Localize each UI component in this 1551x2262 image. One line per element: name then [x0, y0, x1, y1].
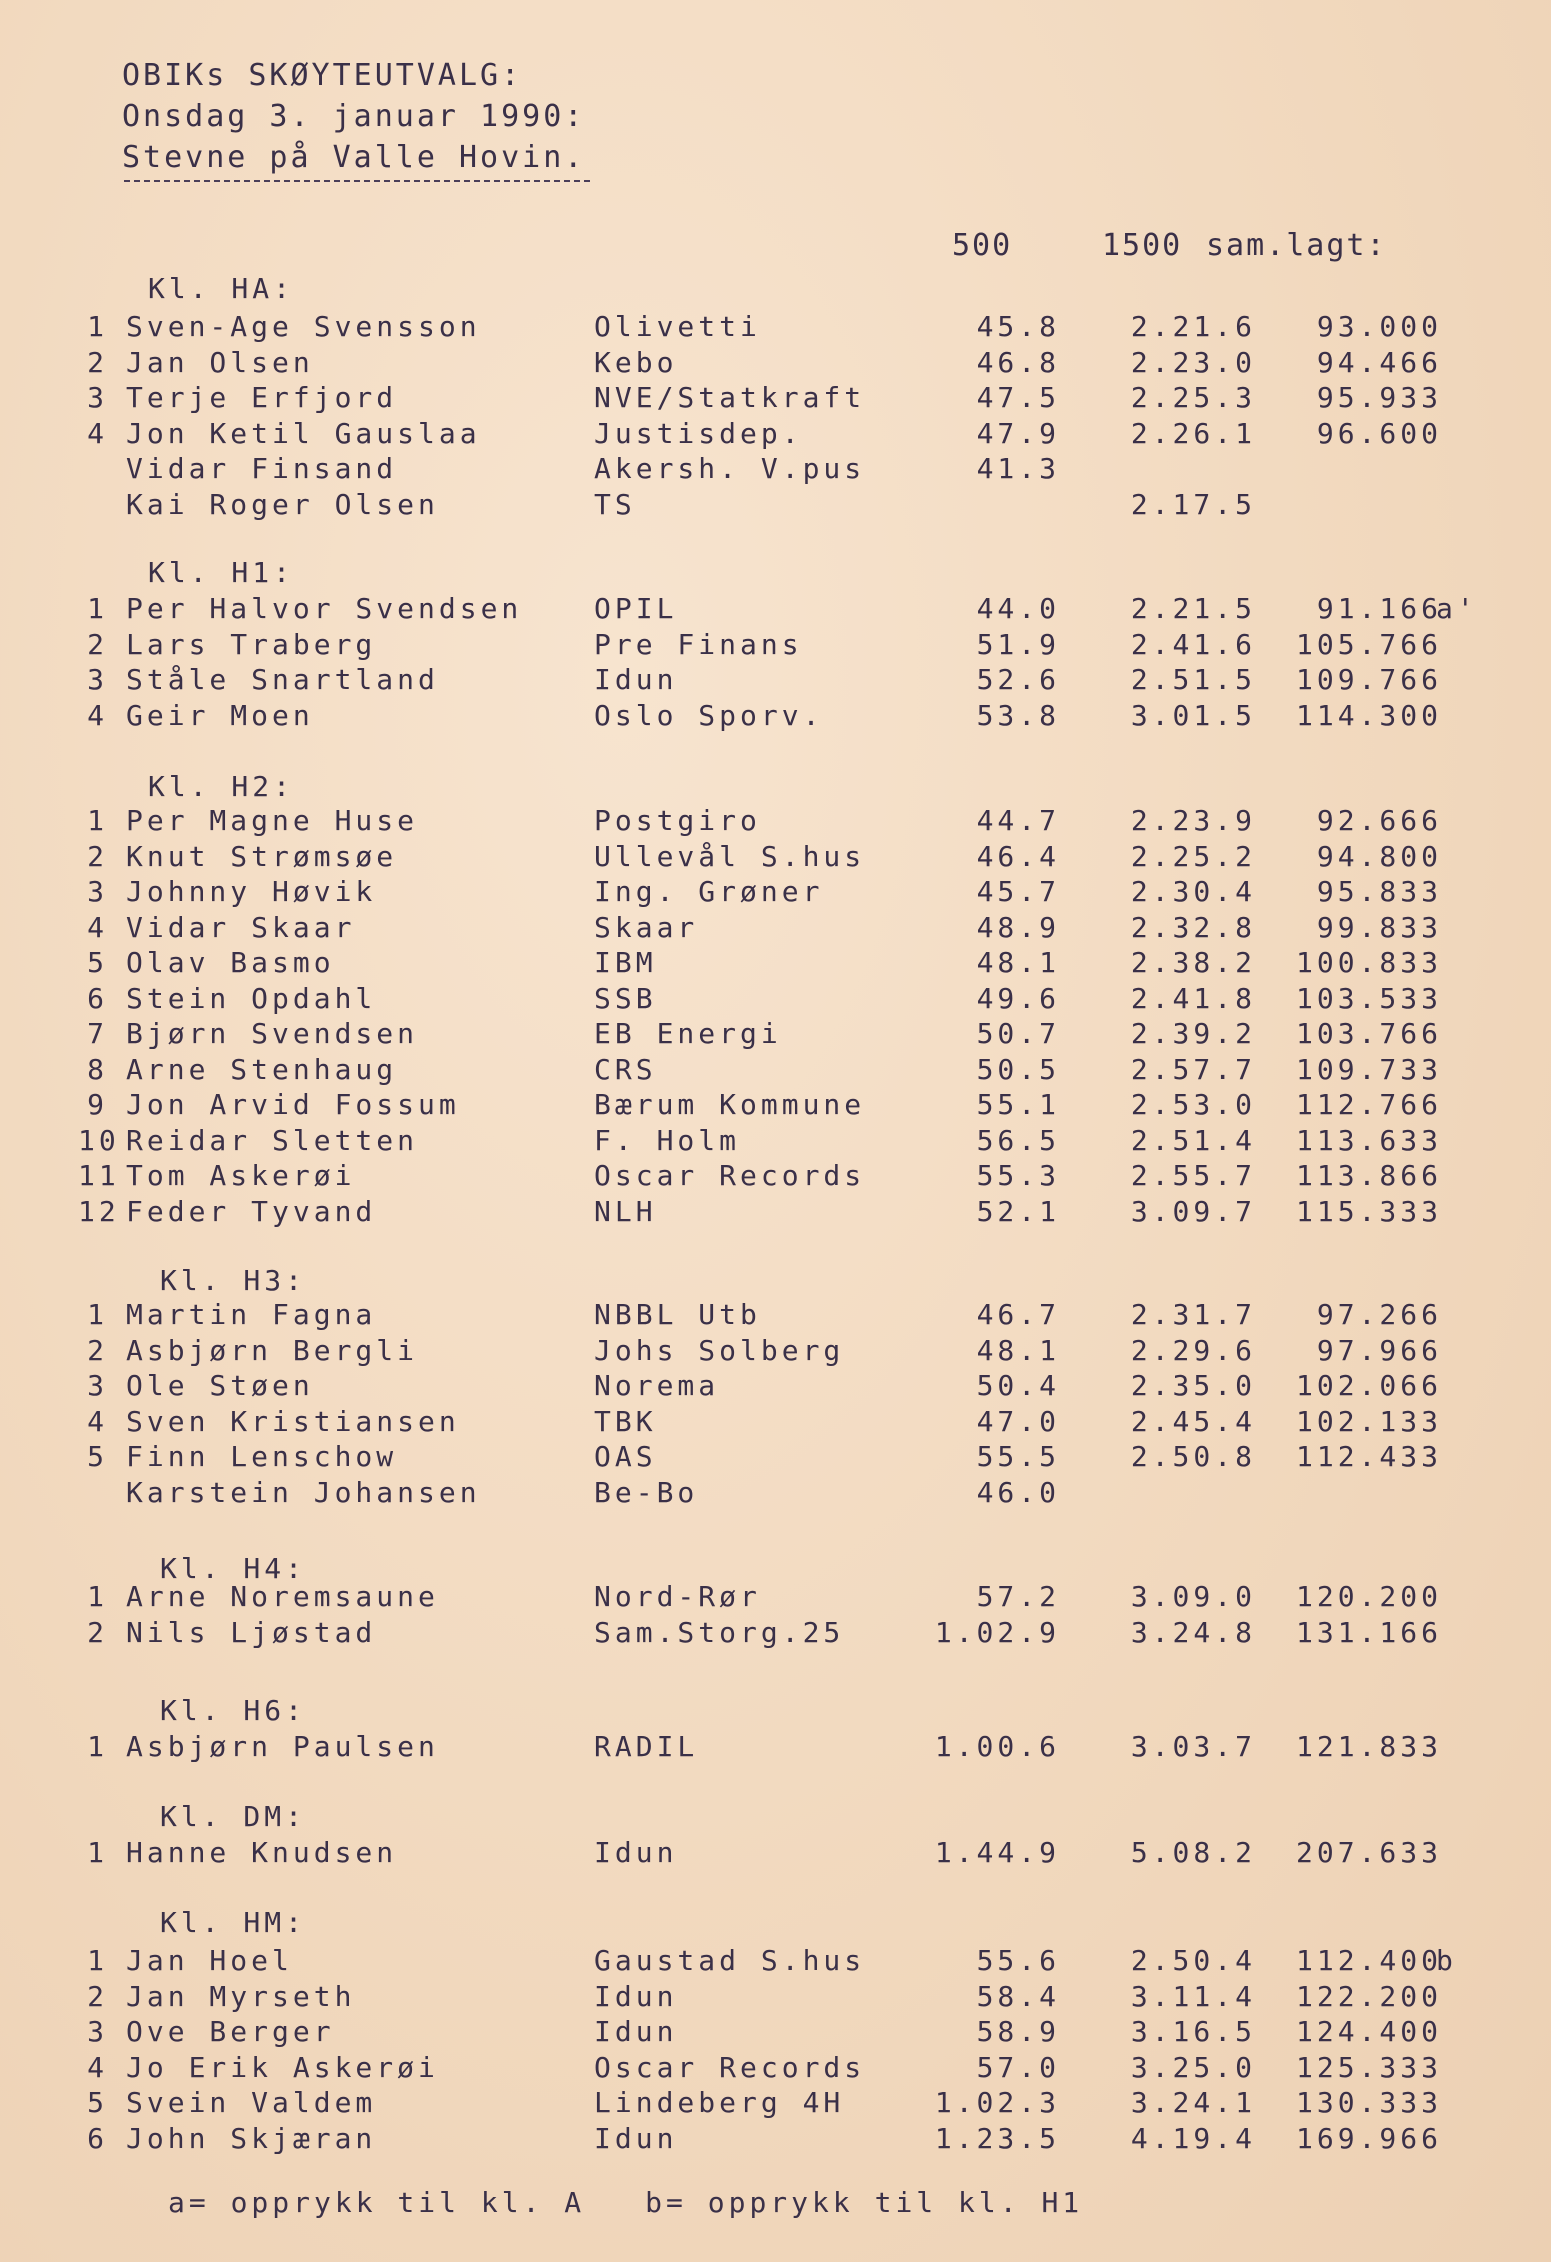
time-500-cell: 46.7 [976, 1298, 1060, 1331]
sam-lagt-cell: 97.966 [1316, 1333, 1442, 1367]
result-row [0, 1298, 1551, 1334]
time-1500-cell: 2.41.8 [1130, 981, 1256, 1015]
result-row [0, 1440, 1551, 1476]
club-cell: RADIL [594, 1730, 699, 1763]
column-header-sam: sam.lagt: [1206, 228, 1387, 263]
result-row [0, 1405, 1551, 1441]
sam-lagt-cell: 99.833 [1316, 910, 1442, 944]
club-cell: Ing. Grøner [594, 875, 824, 908]
header-line-3: Stevne på Valle Hovin. [122, 140, 586, 175]
place-cell: 1 [87, 804, 108, 837]
time-500-cell: 50.4 [976, 1369, 1060, 1402]
place-cell: 2 [87, 345, 108, 379]
place-cell: 1 [87, 1944, 108, 1977]
club-cell: Norema [594, 1369, 720, 1402]
time-1500-cell: 2.29.6 [1130, 1333, 1256, 1367]
time-1500-cell: 2.35.0 [1130, 1369, 1256, 1402]
footnote-a: a= opprykk til kl. A [168, 2186, 586, 2219]
sam-lagt-cell: 103.766 [1295, 1017, 1442, 1050]
result-row [0, 1195, 1551, 1231]
time-1500-cell: 2.41.6 [1130, 627, 1256, 661]
time-500-cell: 45.8 [976, 310, 1060, 343]
time-500-cell: 55.5 [976, 1440, 1060, 1473]
time-1500-cell: 2.21.6 [1130, 310, 1256, 343]
result-row [0, 982, 1551, 1018]
header-divider [124, 180, 590, 182]
sam-lagt-cell: 94.800 [1316, 839, 1442, 873]
club-cell: Justisdep. [594, 416, 803, 450]
time-1500-cell: 2.17.5 [1130, 487, 1256, 521]
result-row [0, 381, 1551, 417]
time-500-cell: 51.9 [976, 627, 1060, 661]
place-cell: 2 [87, 1615, 108, 1649]
sam-lagt-cell: 113.866 [1295, 1159, 1442, 1192]
result-row [0, 1944, 1551, 1980]
place-cell: 5 [87, 2086, 108, 2119]
result-row [0, 946, 1551, 982]
name-cell: Feder Tyvand [126, 1194, 377, 1228]
time-1500-cell: 2.51.4 [1130, 1123, 1256, 1157]
time-1500-cell: 2.50.4 [1130, 1944, 1256, 1977]
name-cell: Stein Opdahl [126, 981, 377, 1015]
place-cell: 1 [87, 592, 108, 625]
name-cell: Finn Lenschow [126, 1440, 398, 1473]
place-cell: 11 [78, 1159, 120, 1192]
sam-lagt-cell: 96.600 [1316, 416, 1442, 450]
name-cell: Jan Olsen [126, 345, 314, 379]
time-500-cell: 1.23.5 [934, 2121, 1060, 2155]
result-row [0, 1369, 1551, 1405]
place-cell: 3 [87, 875, 108, 908]
sam-lagt-cell: 95.833 [1316, 875, 1442, 908]
place-cell: 4 [87, 1404, 108, 1438]
sam-lagt-cell: 112.400 [1295, 1944, 1442, 1977]
time-1500-cell: 2.39.2 [1130, 1017, 1256, 1050]
name-cell: Johnny Høvik [126, 875, 377, 908]
place-cell: 4 [87, 2050, 108, 2084]
place-cell: 9 [87, 1088, 108, 1121]
time-1500-cell: 2.26.1 [1130, 416, 1256, 450]
time-500-cell: 46.0 [976, 1475, 1060, 1509]
time-1500-cell: 3.16.5 [1130, 2015, 1256, 2048]
club-cell: NVE/Statkraft [594, 381, 866, 414]
name-cell: Knut Strømsøe [126, 839, 398, 873]
sam-lagt-cell: 169.966 [1295, 2121, 1442, 2155]
club-cell: SSB [594, 981, 657, 1015]
time-1500-cell: 3.11.4 [1130, 1979, 1256, 2013]
place-cell: 4 [87, 416, 108, 450]
sam-lagt-cell: 112.433 [1295, 1440, 1442, 1473]
time-1500-cell: 3.03.7 [1130, 1730, 1256, 1763]
time-1500-cell: 5.08.2 [1130, 1836, 1256, 1869]
time-1500-cell: 3.01.5 [1130, 698, 1256, 732]
time-500-cell: 44.0 [976, 592, 1060, 625]
name-cell: Vidar Finsand [126, 452, 398, 485]
name-cell: Reidar Sletten [126, 1123, 419, 1157]
time-1500-cell: 2.53.0 [1130, 1088, 1256, 1121]
name-cell: Svein Valdem [126, 2086, 377, 2119]
name-cell: Jo Erik Askerøi [126, 2050, 439, 2084]
place-cell: 2 [87, 1979, 108, 2013]
time-500-cell: 55.6 [976, 1944, 1060, 1977]
name-cell: Geir Moen [126, 698, 314, 732]
time-500-cell: 50.7 [976, 1017, 1060, 1050]
result-row [0, 2122, 1551, 2158]
sam-lagt-cell: 109.733 [1295, 1052, 1442, 1086]
club-cell: IBM [594, 946, 657, 979]
time-1500-cell: 3.24.8 [1130, 1615, 1256, 1649]
sam-lagt-cell: 113.633 [1295, 1123, 1442, 1157]
name-cell: Jan Myrseth [126, 1979, 356, 2013]
time-1500-cell: 3.24.1 [1130, 2086, 1256, 2119]
result-row [0, 2051, 1551, 2087]
club-cell: Akersh. V.pus [594, 452, 866, 485]
club-cell: Kebo [594, 345, 678, 379]
place-cell: 3 [87, 663, 108, 696]
sam-lagt-cell: 100.833 [1295, 946, 1442, 979]
name-cell: Lars Traberg [126, 627, 377, 661]
name-cell: Tom Askerøi [126, 1159, 356, 1192]
sam-lagt-cell: 109.766 [1295, 663, 1442, 696]
result-row [0, 628, 1551, 664]
place-cell: 2 [87, 839, 108, 873]
sam-lagt-cell: 120.200 [1295, 1580, 1442, 1613]
place-cell: 2 [87, 1333, 108, 1367]
result-row [0, 875, 1551, 911]
time-500-cell: 56.5 [976, 1123, 1060, 1157]
club-cell: Pre Finans [594, 627, 803, 661]
note-cell: a' [1436, 592, 1478, 625]
sam-lagt-cell: 115.333 [1295, 1194, 1442, 1228]
time-1500-cell: 2.25.2 [1130, 839, 1256, 873]
time-500-cell: 46.4 [976, 839, 1060, 873]
place-cell: 1 [87, 1298, 108, 1331]
note-cell: b [1436, 1944, 1457, 1977]
name-cell: Asbjørn Paulsen [126, 1730, 439, 1763]
name-cell: Hanne Knudsen [126, 1836, 398, 1869]
sam-lagt-cell: 91.166 [1316, 592, 1442, 625]
name-cell: Nils Ljøstad [126, 1615, 377, 1649]
name-cell: Martin Fagna [126, 1298, 377, 1331]
result-row [0, 417, 1551, 453]
time-500-cell: 41.3 [976, 452, 1060, 485]
sam-lagt-cell: 95.933 [1316, 381, 1442, 414]
club-cell: Oscar Records [594, 2050, 866, 2084]
name-cell: Terje Erfjord [126, 381, 398, 414]
name-cell: Vidar Skaar [126, 910, 356, 944]
sam-lagt-cell: 102.066 [1295, 1369, 1442, 1402]
result-row [0, 911, 1551, 947]
footnote-b: b= opprykk til kl. H1 [645, 2186, 1084, 2219]
place-cell: 1 [87, 1580, 108, 1613]
club-cell: Lindeberg 4H [594, 2086, 845, 2119]
club-cell: TS [594, 487, 636, 521]
document-header [122, 55, 585, 178]
class-title: Kl. H4: [160, 1552, 307, 1585]
column-header-1500: 1500 [1102, 228, 1183, 263]
time-500-cell: 55.1 [976, 1088, 1060, 1121]
sam-lagt-cell: 114.300 [1295, 698, 1442, 732]
sam-lagt-cell: 122.200 [1295, 1979, 1442, 2013]
club-cell: Idun [594, 2121, 678, 2155]
name-cell: Arne Stenhaug [126, 1052, 398, 1086]
class-title: Kl. H1: [148, 556, 295, 589]
time-1500-cell: 2.30.4 [1130, 875, 1256, 908]
place-cell: 4 [87, 698, 108, 732]
time-500-cell: 58.9 [976, 2015, 1060, 2048]
result-row [0, 2086, 1551, 2122]
class-title: Kl. HM: [160, 1906, 307, 1939]
club-cell: EB Energi [594, 1017, 782, 1050]
club-cell: Idun [594, 663, 678, 696]
time-500-cell: 44.7 [976, 804, 1060, 837]
result-row [0, 699, 1551, 735]
club-cell: TBK [594, 1404, 657, 1438]
time-500-cell: 49.6 [976, 981, 1060, 1015]
name-cell: Olav Basmo [126, 946, 335, 979]
time-500-cell: 45.7 [976, 875, 1060, 908]
club-cell: CRS [594, 1052, 657, 1086]
name-cell: Karstein Johansen [126, 1475, 481, 1509]
name-cell: John Skjæran [126, 2121, 377, 2155]
class-title: Kl. H2: [148, 770, 295, 803]
place-cell: 3 [87, 1369, 108, 1402]
club-cell: Sam.Storg.25 [594, 1615, 845, 1649]
result-row [0, 1053, 1551, 1089]
class-title: Kl. DM: [160, 1800, 307, 1833]
name-cell: Per Magne Huse [126, 804, 419, 837]
name-cell: Bjørn Svendsen [126, 1017, 419, 1050]
time-500-cell: 48.9 [976, 910, 1060, 944]
sam-lagt-cell: 102.133 [1295, 1404, 1442, 1438]
time-500-cell: 48.1 [976, 946, 1060, 979]
time-1500-cell: 3.09.7 [1130, 1194, 1256, 1228]
sam-lagt-cell: 121.833 [1295, 1730, 1442, 1763]
time-500-cell: 47.0 [976, 1404, 1060, 1438]
result-row [0, 1017, 1551, 1053]
name-cell: Sven Kristiansen [126, 1404, 460, 1438]
time-1500-cell: 2.23.0 [1130, 345, 1256, 379]
sam-lagt-cell: 92.666 [1316, 804, 1442, 837]
time-500-cell: 52.1 [976, 1194, 1060, 1228]
header-line-2: Onsdag 3. januar 1990: [122, 99, 586, 134]
club-cell: Postgiro [594, 804, 761, 837]
time-500-cell: 53.8 [976, 698, 1060, 732]
club-cell: Idun [594, 1979, 678, 2013]
club-cell: NLH [594, 1194, 657, 1228]
time-500-cell: 47.5 [976, 381, 1060, 414]
club-cell: Skaar [594, 910, 699, 944]
club-cell: Idun [594, 1836, 678, 1869]
time-1500-cell: 2.50.8 [1130, 1440, 1256, 1473]
club-cell: Johs Solberg [594, 1333, 845, 1367]
time-500-cell: 1.02.3 [934, 2086, 1060, 2119]
club-cell: Idun [594, 2015, 678, 2048]
place-cell: 1 [87, 1836, 108, 1869]
result-row [0, 310, 1551, 346]
result-row [0, 1616, 1551, 1652]
result-row [0, 452, 1551, 488]
name-cell: Sven-Age Svensson [126, 310, 481, 343]
place-cell: 5 [87, 1440, 108, 1473]
class-title: Kl. HA: [148, 272, 295, 305]
result-row [0, 346, 1551, 382]
club-cell: Be-Bo [594, 1475, 699, 1509]
place-cell: 8 [87, 1052, 108, 1086]
club-cell: OAS [594, 1440, 657, 1473]
name-cell: Ove Berger [126, 2015, 335, 2048]
sam-lagt-cell: 131.166 [1295, 1615, 1442, 1649]
name-cell: Arne Noremsaune [126, 1580, 439, 1613]
result-row [0, 1334, 1551, 1370]
time-500-cell: 1.44.9 [934, 1836, 1060, 1869]
club-cell: NBBL Utb [594, 1298, 761, 1331]
time-1500-cell: 2.51.5 [1130, 663, 1256, 696]
name-cell: Kai Roger Olsen [126, 487, 439, 521]
name-cell: Ståle Snartland [126, 663, 439, 696]
time-1500-cell: 3.25.0 [1130, 2050, 1256, 2084]
time-1500-cell: 2.23.9 [1130, 804, 1256, 837]
footnotes [168, 2186, 1083, 2219]
club-cell: Ullevål S.hus [594, 839, 866, 873]
place-cell: 4 [87, 910, 108, 944]
result-row [0, 592, 1551, 628]
time-500-cell: 46.8 [976, 345, 1060, 379]
sam-lagt-cell: 112.766 [1295, 1088, 1442, 1121]
result-row [0, 1730, 1551, 1766]
result-row [0, 488, 1551, 524]
sam-lagt-cell: 124.400 [1295, 2015, 1442, 2048]
time-500-cell: 58.4 [976, 1979, 1060, 2013]
time-500-cell: 47.9 [976, 416, 1060, 450]
time-500-cell: 52.6 [976, 663, 1060, 696]
place-cell: 12 [78, 1194, 120, 1228]
name-cell: Ole Støen [126, 1369, 314, 1402]
time-500-cell: 1.02.9 [934, 1615, 1060, 1649]
name-cell: Jon Ketil Gauslaa [126, 416, 481, 450]
time-1500-cell: 2.55.7 [1130, 1159, 1256, 1192]
class-title: Kl. H3: [160, 1264, 307, 1297]
time-1500-cell: 2.21.5 [1130, 592, 1256, 625]
name-cell: Jon Arvid Fossum [126, 1088, 460, 1121]
club-cell: Nord-Rør [594, 1580, 761, 1613]
place-cell: 6 [87, 2121, 108, 2155]
place-cell: 2 [87, 627, 108, 661]
column-header-500: 500 [952, 228, 1013, 263]
time-1500-cell: 4.19.4 [1130, 2121, 1256, 2155]
time-500-cell: 57.0 [976, 2050, 1060, 2084]
header-line-1: OBIKs SKØYTEUTVALG: [122, 58, 523, 93]
name-cell: Asbjørn Bergli [126, 1333, 419, 1367]
sam-lagt-cell: 97.266 [1316, 1298, 1442, 1331]
result-row [0, 1088, 1551, 1124]
place-cell: 6 [87, 981, 108, 1015]
place-cell: 10 [78, 1123, 120, 1157]
name-cell: Jan Hoel [126, 1944, 293, 1977]
place-cell: 1 [87, 310, 108, 343]
result-row [0, 1580, 1551, 1616]
sam-lagt-cell: 125.333 [1295, 2050, 1442, 2084]
sam-lagt-cell: 94.466 [1316, 345, 1442, 379]
place-cell: 1 [87, 1730, 108, 1763]
result-row [0, 2015, 1551, 2051]
time-500-cell: 55.3 [976, 1159, 1060, 1192]
sam-lagt-cell: 93.000 [1316, 310, 1442, 343]
time-1500-cell: 2.38.2 [1130, 946, 1256, 979]
time-1500-cell: 2.25.3 [1130, 381, 1256, 414]
result-row [0, 1124, 1551, 1160]
class-title: Kl. H6: [160, 1694, 307, 1727]
sam-lagt-cell: 207.633 [1295, 1836, 1442, 1869]
place-cell: 5 [87, 946, 108, 979]
result-row [0, 663, 1551, 699]
result-row [0, 1159, 1551, 1195]
time-500-cell: 1.00.6 [934, 1730, 1060, 1763]
time-1500-cell: 2.32.8 [1130, 910, 1256, 944]
result-row [0, 1836, 1551, 1872]
place-cell: 3 [87, 2015, 108, 2048]
sam-lagt-cell: 105.766 [1295, 627, 1442, 661]
time-500-cell: 48.1 [976, 1333, 1060, 1367]
time-1500-cell: 2.31.7 [1130, 1298, 1256, 1331]
club-cell: Oscar Records [594, 1159, 866, 1192]
time-500-cell: 57.2 [976, 1580, 1060, 1613]
result-row [0, 840, 1551, 876]
sam-lagt-cell: 130.333 [1295, 2086, 1442, 2119]
time-1500-cell: 2.57.7 [1130, 1052, 1256, 1086]
time-500-cell: 50.5 [976, 1052, 1060, 1086]
place-cell: 3 [87, 381, 108, 414]
result-row [0, 1980, 1551, 2016]
club-cell: Olivetti [594, 310, 761, 343]
result-row [0, 1476, 1551, 1512]
club-cell: Bærum Kommune [594, 1088, 866, 1121]
club-cell: Oslo Sporv. [594, 698, 824, 732]
club-cell: OPIL [594, 592, 678, 625]
time-1500-cell: 2.45.4 [1130, 1404, 1256, 1438]
sam-lagt-cell: 103.533 [1295, 981, 1442, 1015]
club-cell: F. Holm [594, 1123, 741, 1157]
place-cell: 7 [87, 1017, 108, 1050]
time-1500-cell: 3.09.0 [1130, 1580, 1256, 1613]
name-cell: Per Halvor Svendsen [126, 592, 523, 625]
result-row [0, 804, 1551, 840]
club-cell: Gaustad S.hus [594, 1944, 866, 1977]
